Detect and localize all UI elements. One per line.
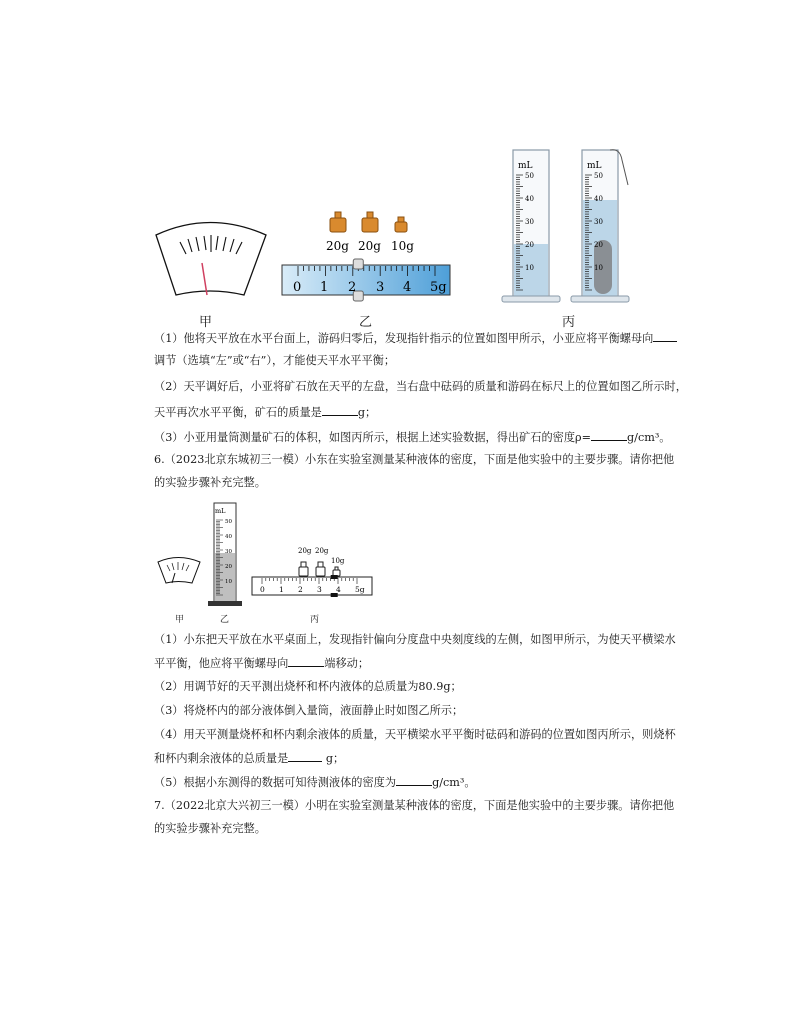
ruler-tick-5g: 5g — [430, 280, 447, 295]
ruler-tick-3: 3 — [376, 280, 385, 295]
r2-tick-4: 4 — [336, 585, 341, 594]
r2-tick-2: 2 — [298, 585, 303, 594]
cyl-unit-right: mL — [587, 161, 602, 171]
ruler-tick-4: 4 — [403, 280, 412, 295]
q5-text-3b: g/cm³。 — [627, 431, 671, 444]
q5-blank-1[interactable] — [653, 330, 677, 342]
q6-blank-5[interactable] — [396, 774, 432, 786]
weight-label-20g-b: 20g — [358, 239, 381, 253]
ruler-tick-2: 2 — [348, 280, 357, 295]
q6-step-3: （3）将烧杯内的部分液体倒入量筒，液面静止时如图乙所示； — [154, 704, 464, 717]
ruler-bing-2 — [252, 575, 372, 597]
q6-step-1a: （1）小东把天平放在水平桌面上，发现指针偏向分度盘中央刻度线的左侧，如图甲所示，为使天平横梁水 — [154, 633, 676, 646]
q5-text-1a: （1）他将天平放在水平台面上，游码归零后，发现指针指示的位置如图甲所示，小亚应将平衡螺母向 — [154, 332, 654, 345]
cyl-right-label-10: 10 — [594, 264, 603, 272]
cyl-right-label-50: 50 — [594, 172, 603, 180]
q6-blank-1[interactable] — [288, 655, 324, 667]
r2-tick-3: 3 — [317, 585, 322, 594]
w2-label-10g: 10g — [331, 557, 345, 565]
q6-step-1b — [154, 655, 714, 672]
r2-tick-5g: 5g — [355, 585, 365, 594]
r2-tick-1: 1 — [279, 585, 284, 594]
cyl2-label-30: 30 — [225, 549, 232, 555]
q6-step-2: （2）用调节好的天平测出烧杯和杯内液体的总质量为80.9g； — [154, 680, 462, 693]
ruler-yi — [282, 259, 450, 301]
q6-text-5b: g/cm³。 — [432, 776, 476, 789]
cyl2-unit: mL — [215, 507, 226, 515]
cyl-left-label-20: 20 — [525, 241, 534, 249]
q6-text-1b: 平平衡，他应将平衡螺母向 — [154, 657, 289, 670]
caption-jia-2: 甲 — [175, 615, 185, 625]
cyl2-label-20: 20 — [225, 564, 232, 570]
w2-label-20g-a: 20g — [298, 547, 312, 555]
cyl2-label-10: 10 — [225, 579, 232, 585]
cyl-left-label-40: 40 — [525, 195, 534, 203]
weights-yi — [330, 212, 407, 232]
weight-label-20g-a: 20g — [326, 239, 349, 253]
q6-blank-4[interactable] — [288, 750, 322, 762]
q6-text-4c: g； — [325, 752, 345, 765]
ruler-tick-0: 0 — [293, 280, 302, 295]
caption-jia-1: 甲 — [199, 315, 213, 330]
cyl-left-label-10: 10 — [525, 264, 534, 272]
figure-1 — [150, 140, 650, 330]
w2-label-20g-b: 20g — [315, 547, 329, 555]
q6-step-4a: （4）用天平测量烧杯和杯内剩余液体的质量，天平横梁水平平衡时砝码和游码的位置如图丙所示，则烧杯 — [154, 728, 676, 741]
caption-bing-1: 丙 — [562, 315, 576, 330]
cyl-right-label-20: 20 — [594, 241, 603, 249]
q5-blank-3[interactable] — [591, 429, 627, 441]
cyl-unit-left: mL — [518, 161, 533, 171]
balance-dial-jia — [156, 223, 266, 296]
q6-heading: 6.（2023北京东城初三一模）小东在实验室测量某种液体的密度，下面是他实验中的主要步骤。请你把他 — [154, 453, 675, 466]
rider-bing-2 — [331, 575, 338, 579]
q6-step-4b — [154, 750, 714, 767]
balance-dial-jia-2 — [158, 558, 200, 584]
q5-line-3: （2）天平调好后，小亚将矿石放在天平的左盘，当右盘中砝码的质量和游码在标尺上的位置如图乙所示时， — [154, 380, 687, 393]
weight-label-10g: 10g — [391, 239, 414, 253]
q5-line-1 — [154, 330, 714, 347]
q6-step-5 — [154, 774, 714, 791]
q5-text-2b: 天平再次水平平衡，矿石的质量是 — [154, 406, 322, 419]
r2-tick-0: 0 — [260, 585, 265, 594]
cyl-right-label-40: 40 — [594, 195, 603, 203]
q5-blank-2[interactable] — [322, 404, 358, 416]
cyl-left-label-50: 50 — [525, 172, 534, 180]
caption-bing-2: 丙 — [310, 615, 320, 625]
q5-line-2: 调节（选填“左”或“右”），才能使天平水平平衡； — [154, 354, 396, 367]
q5-line-5 — [154, 429, 714, 446]
q7-heading-2: 的实验步骤补充完整。 — [154, 822, 266, 835]
q6-text-1c: 端移动； — [324, 657, 370, 670]
q7-heading: 7.（2022北京大兴初三一模）小明在实验室测量某种液体的密度，下面是他实验中的主要步骤。请你把他 — [154, 799, 675, 812]
rider-yi — [353, 259, 363, 269]
q5-line-4 — [154, 404, 714, 421]
q6-heading-2: 的实验步骤补充完整。 — [154, 476, 266, 489]
q6-text-5a: （5）根据小东测得的数据可知待测液体的密度为 — [154, 776, 397, 789]
caption-yi-1: 乙 — [359, 315, 373, 330]
q5-text-2c: g； — [357, 406, 377, 419]
ruler-tick-1: 1 — [320, 280, 329, 295]
figure-2 — [150, 495, 400, 615]
q5-text-3a: （3）小亚用量筒测量矿石的体积，如图丙所示，根据上述实验数据，得出矿石的密度ρ= — [154, 431, 592, 444]
cyl-left-label-30: 30 — [525, 218, 534, 226]
caption-yi-2: 乙 — [220, 615, 230, 625]
q6-text-4b: 和杯内剩余液体的总质量是 — [154, 752, 289, 765]
cyl-right-label-30: 30 — [594, 218, 603, 226]
cyl2-label-50: 50 — [225, 519, 232, 525]
cyl2-label-40: 40 — [225, 534, 232, 540]
